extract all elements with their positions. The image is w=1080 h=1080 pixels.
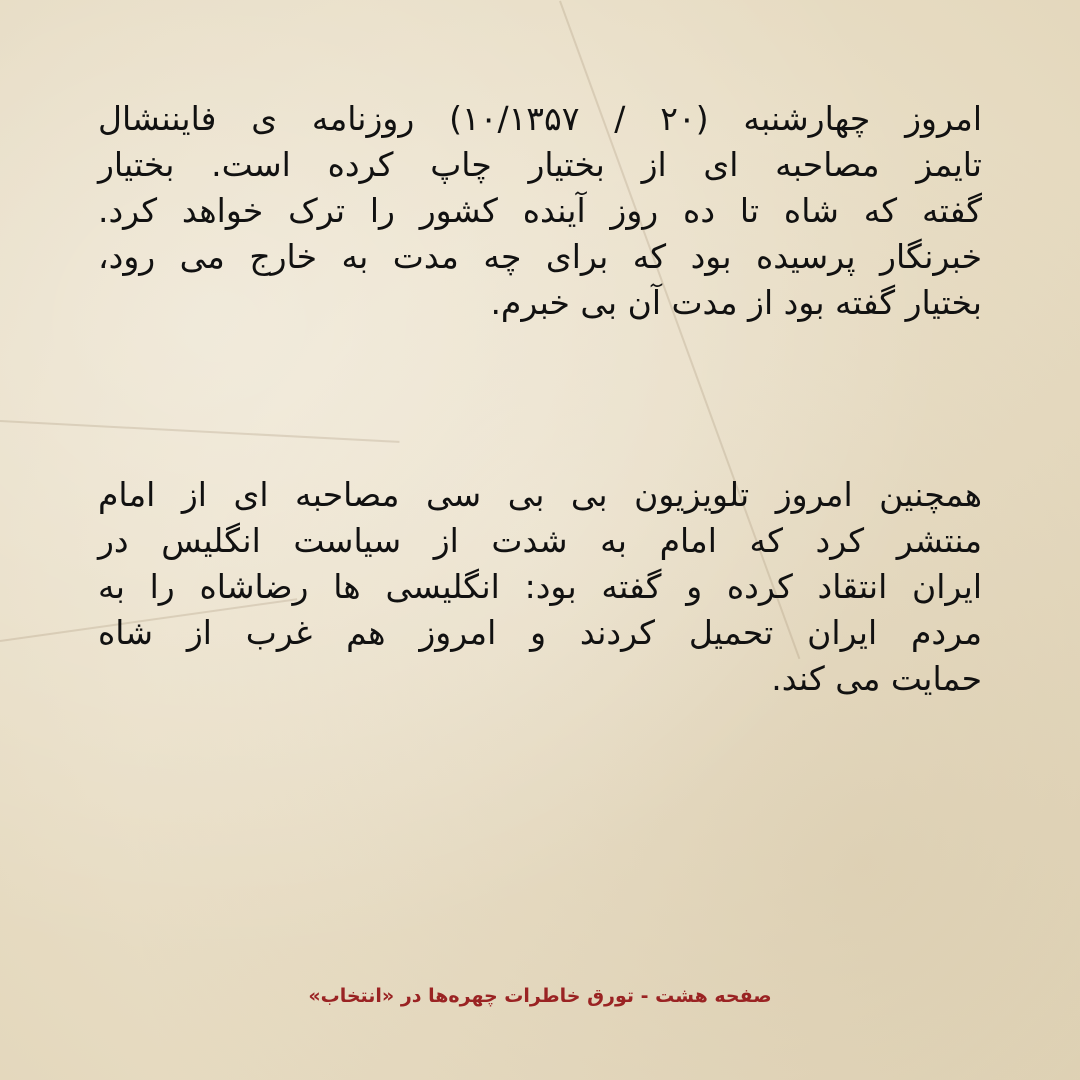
- text-line: خبرنگار پرسیده بود که برای چه مدت به خارج می رود،: [98, 237, 982, 276]
- paragraph-2: [98, 472, 982, 702]
- text-line: منتشر کرد که امام به شدت از سیاست انگلیس در: [98, 521, 982, 560]
- text-line: حمایت می کند.: [771, 659, 982, 698]
- text-line: بختیار گفته بود از مدت آن بی خبرم.: [490, 283, 982, 322]
- text-line: گفته که شاه تا ده روز آینده کشور را ترک خواهد کرد.: [98, 191, 982, 230]
- text-line: همچنین امروز تلویزیون بی بی سی مصاحبه ای از امام: [98, 475, 982, 514]
- paragraph-1: [98, 96, 982, 326]
- text-line: امروز چهارشنبه (۲۰ / ۱۰/۱۳۵۷) روزنامه ی فایننشال: [98, 99, 982, 138]
- text-line: ایران انتقاد کرده و گفته بود: انگلیسی ها رضاشاه را به: [98, 567, 982, 606]
- text-line: مردم ایران تحمیل کردند و امروز هم غرب از شاه: [98, 613, 982, 652]
- text-line: تایمز مصاحبه ای از بختیار چاپ کرده است. بختیار: [98, 145, 982, 184]
- paper-crease: [0, 420, 400, 443]
- footer-caption: صفحه هشت - تورق خاطرات چهره‌ها در «انتخاب»: [308, 985, 772, 1007]
